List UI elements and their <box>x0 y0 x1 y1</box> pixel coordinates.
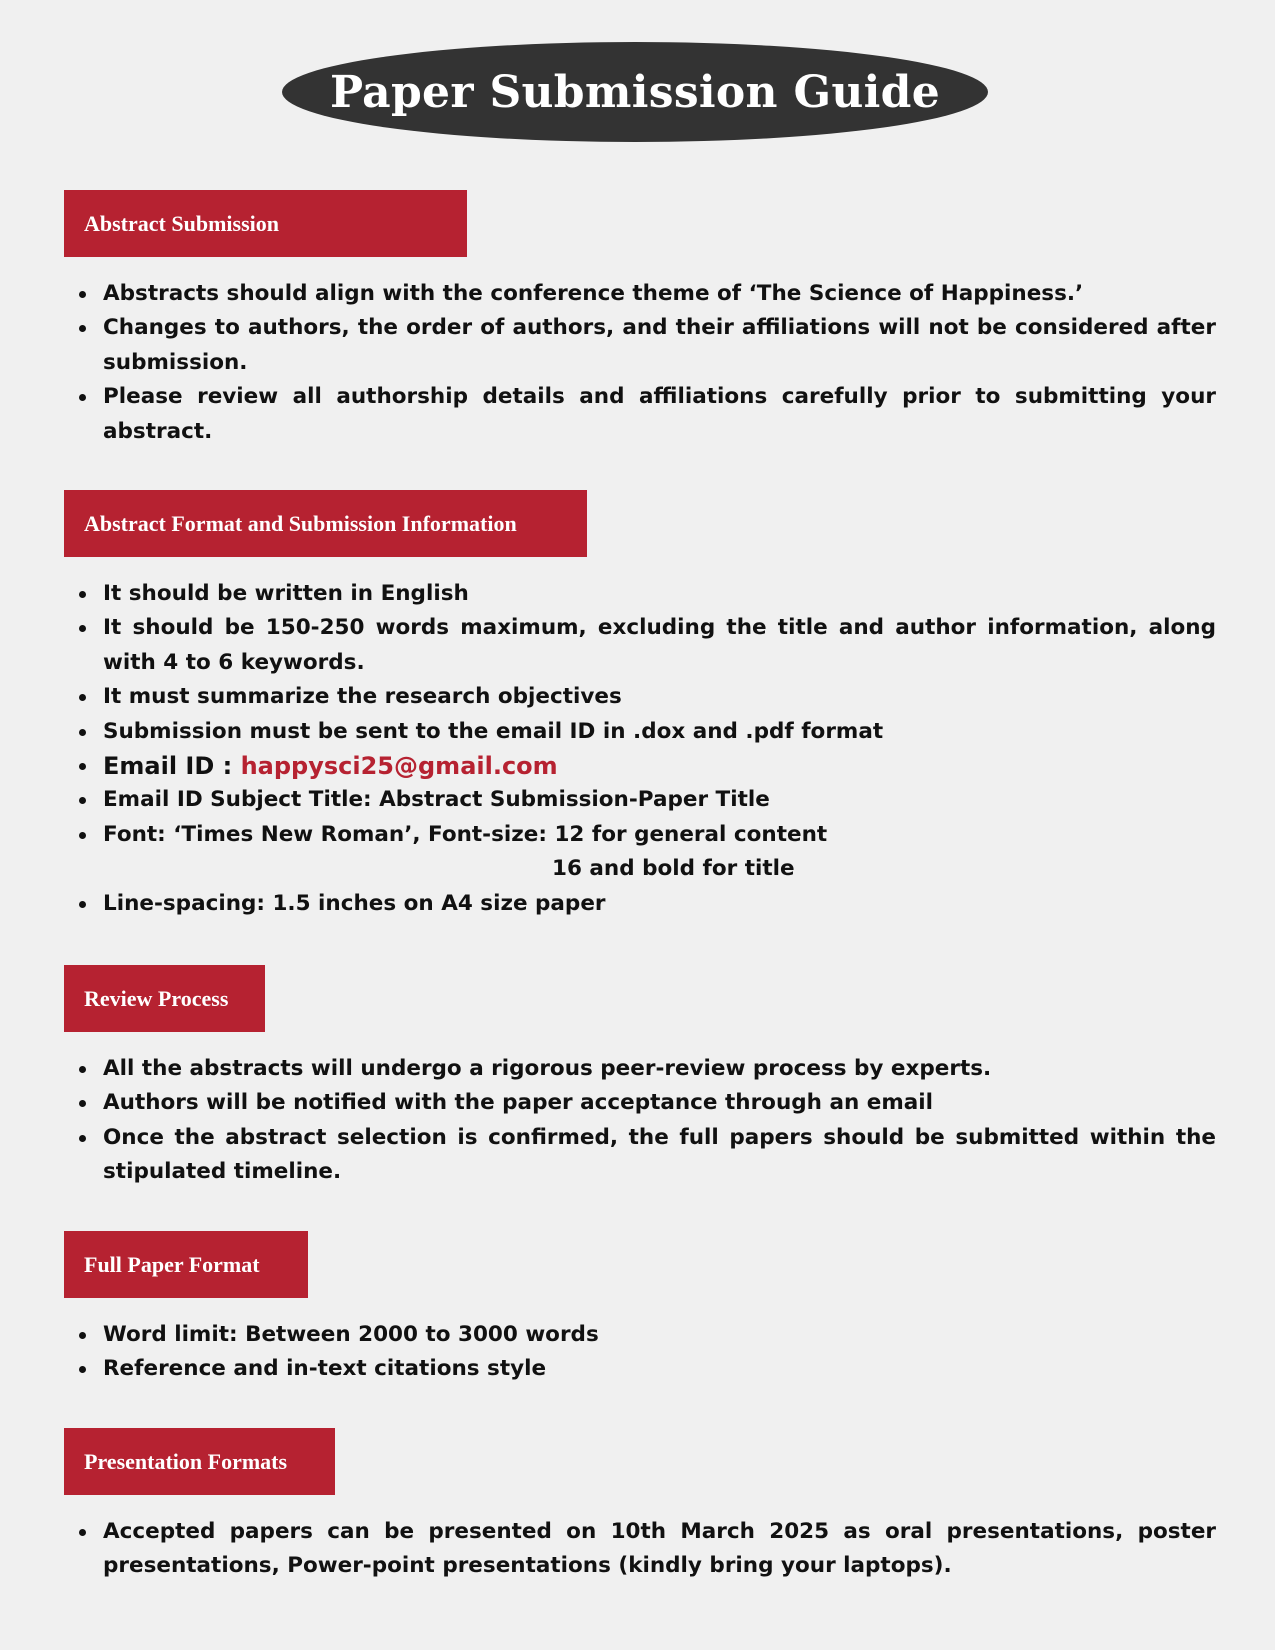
title-banner <box>282 42 988 142</box>
font-line: Font: ‘Times New Roman’, Font-size: 12 for general content <box>103 821 828 847</box>
list-item: Email ID Subject Title: Abstract Submission-Paper Title <box>64 783 1216 817</box>
presentation-formats-list <box>64 1515 1216 1584</box>
list-item <box>64 818 1216 887</box>
font-continuation: 16 and bold for title <box>552 856 795 882</box>
list-item: Once the abstract selection is confirmed, the full papers should be submitted within the stipulated timeline. <box>64 1121 1216 1190</box>
list-item: Word limit: Between 2000 to 3000 words <box>64 1318 1216 1352</box>
abstract-submission-list <box>64 277 1216 449</box>
list-item: It must summarize the research objectives <box>64 680 1216 714</box>
section-heading-abstract-format: Abstract Format and Submission Information <box>64 490 587 557</box>
section-heading-full-paper-format: Full Paper Format <box>64 1231 308 1298</box>
list-item: Please review all authorship details and affiliations carefully prior to submitting your abstract. <box>64 380 1216 449</box>
email-label: Email ID : <box>103 752 241 781</box>
abstract-format-list <box>64 577 1216 921</box>
list-item: Abstracts should align with the conference theme of ‘The Science of Happiness.’ <box>64 277 1216 311</box>
list-item: All the abstracts will undergo a rigorous peer-review process by experts. <box>64 1052 1216 1086</box>
section-heading-presentation-formats: Presentation Formats <box>64 1428 335 1495</box>
list-item: Authors will be notified with the paper acceptance through an email <box>64 1086 1216 1120</box>
email-link[interactable]: happysci25@gmail.com <box>240 752 558 781</box>
page-title: Paper Submission Guide <box>329 66 941 118</box>
list-item: It should be written in English <box>64 577 1216 611</box>
list-item: Submission must be sent to the email ID in .dox and .pdf format <box>64 715 1216 749</box>
list-item: Changes to authors, the order of authors, and their affiliations will not be considered after submission. <box>64 311 1216 380</box>
review-process-list <box>64 1052 1216 1190</box>
list-item: Line-spacing: 1.5 inches on A4 size paper <box>64 887 1216 921</box>
list-item: Reference and in-text citations style <box>64 1352 1216 1386</box>
section-heading-review-process: Review Process <box>64 965 265 1032</box>
list-item: Accepted papers can be presented on 10th March 2025 as oral presentations, poster presentations, Power-point presentations (kindly bring your laptops). <box>64 1515 1216 1584</box>
section-heading-abstract-submission: Abstract Submission <box>64 190 467 257</box>
email-item <box>64 749 1216 783</box>
full-paper-format-list <box>64 1318 1216 1387</box>
list-item: It should be 150-250 words maximum, excluding the title and author information, along with 4 to 6 keywords. <box>64 611 1216 680</box>
